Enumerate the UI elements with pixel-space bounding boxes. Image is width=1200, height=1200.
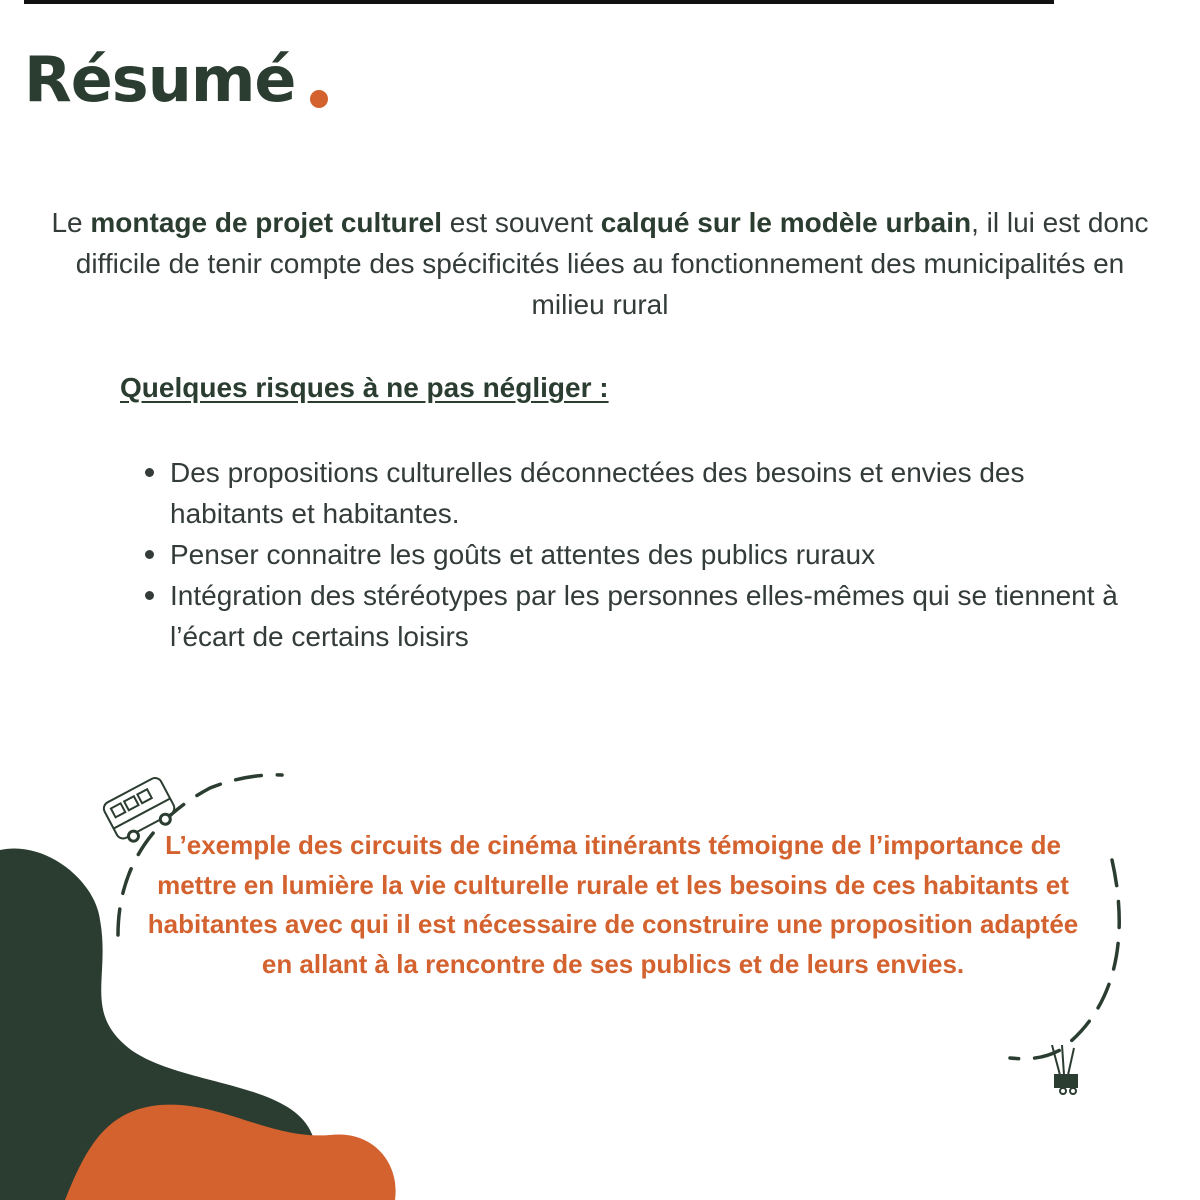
list-item-text: Intégration des stéréotypes par les personnes elles-mêmes qui se tiennent à l’écart de certains loisirs [170,580,1118,652]
intro-text-3: , il lui est donc difficile de tenir compte des spécificités liées au fonctionnement des municipalités en milieu rural [75,207,1149,320]
risks-heading: Quelques risques à ne pas négliger : [120,372,609,403]
intro-text-2: est souvent [442,207,601,238]
quote-text: L’exemple des circuits de cinéma itinérants témoigne de l’importance de mettre en lumière la vie culturelle rurale et les besoins de ces habitants et habitantes avec qui il est nécessaire de construire une proposition adaptée en allant à la rencontre de ses publics et de leurs envies. [147,830,1079,979]
intro-bold-2: calqué sur le modèle urbain [600,207,972,238]
list-item-text: Penser connaitre les goûts et attentes des publics ruraux [170,539,876,570]
page-title: Résumé [24,43,296,116]
intro-text-1: Le [51,207,91,238]
list-item-text: Des propositions culturelles déconnectées des besoins et envies des habitants et habitantes. [170,457,1025,529]
intro-bold-1: montage de projet culturel [90,207,442,238]
